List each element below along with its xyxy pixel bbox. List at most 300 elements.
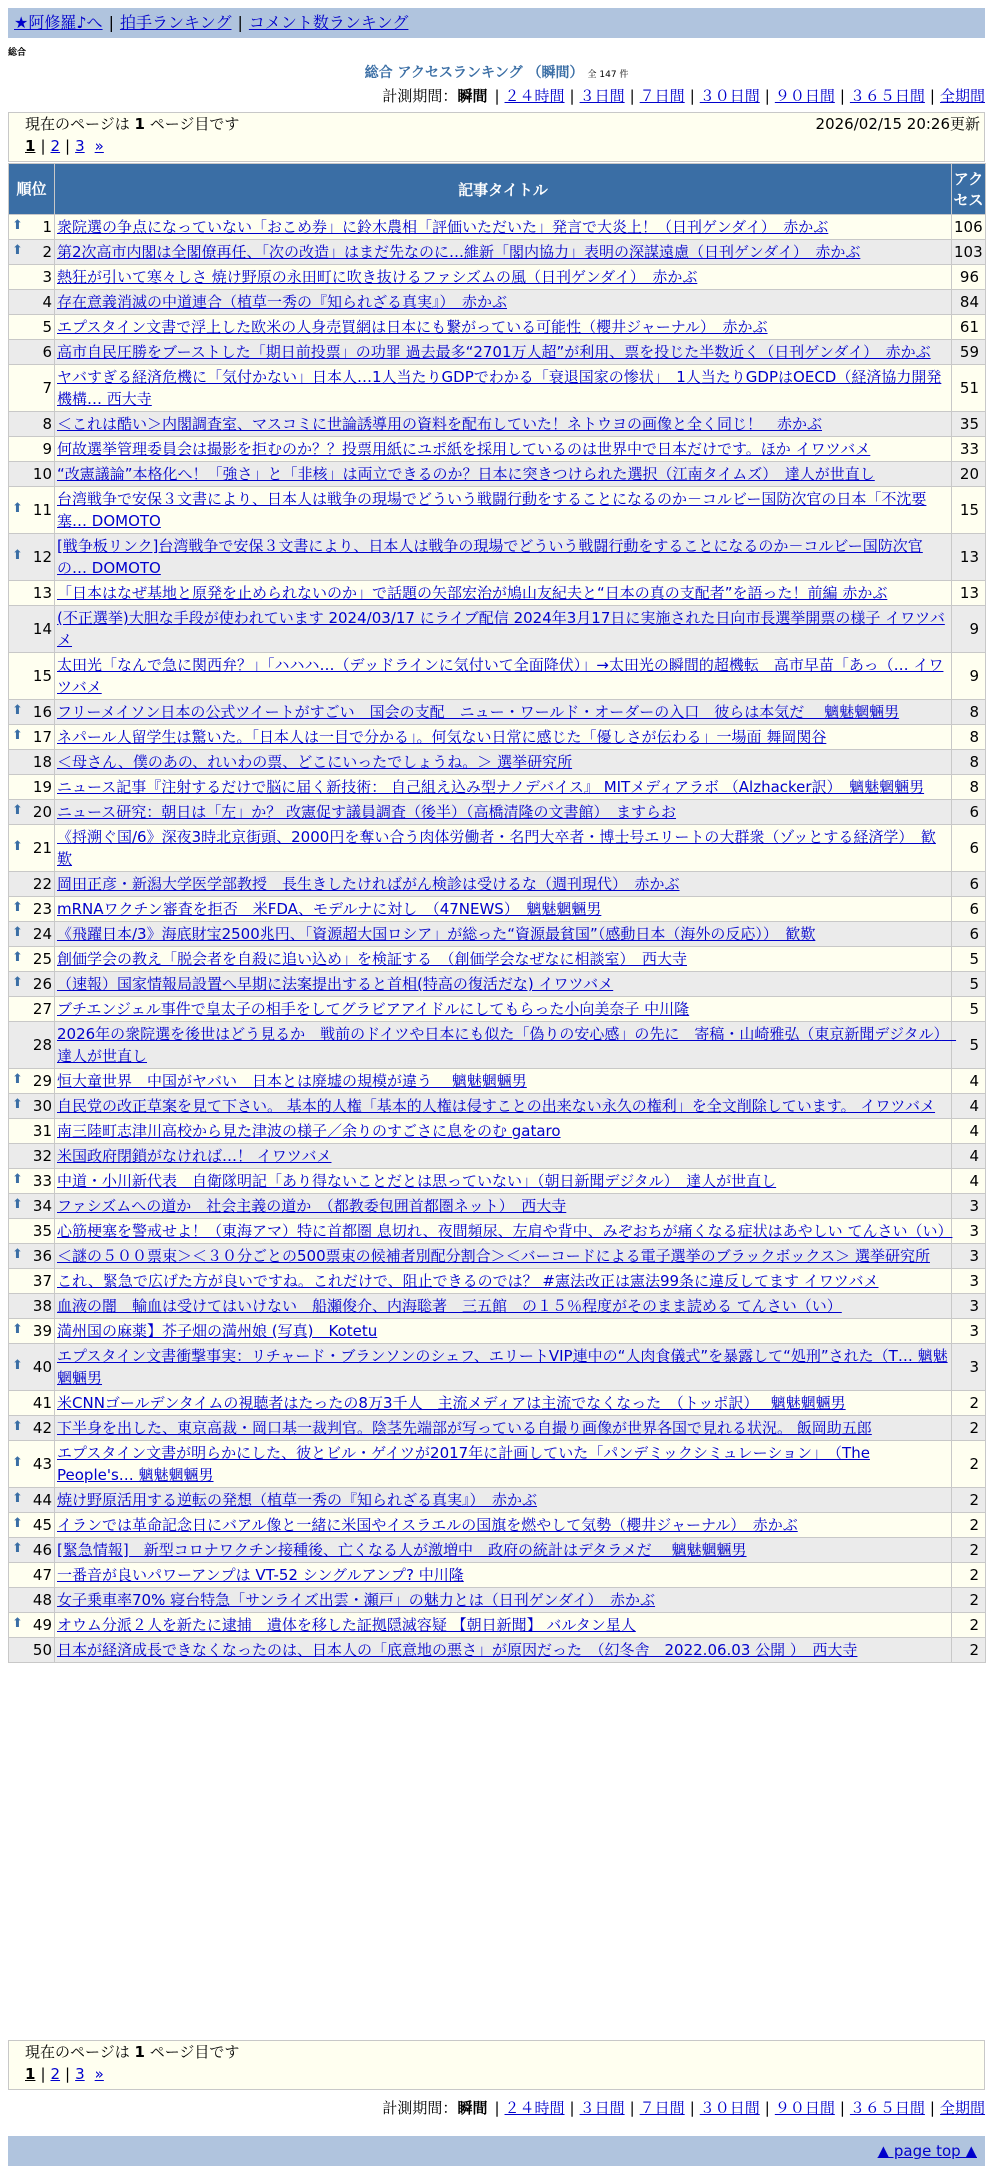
table-row	[9, 1094, 986, 1119]
rank-number: 14	[32, 620, 52, 638]
rank-cell	[9, 897, 55, 922]
article-title-link[interactable]: 「日本はなぜ基地と原発を止められないのか」で話題の矢部宏治が鳩山友紀夫と“日本の真の支配者”を語った！前編 赤かぶ	[57, 584, 888, 602]
rank-number: 29	[32, 1072, 52, 1090]
title-cell	[55, 1169, 952, 1194]
rank-number: 44	[32, 1491, 52, 1509]
rank-cell	[9, 365, 55, 412]
access-count: 2	[952, 1416, 986, 1441]
rank-number: 37	[32, 1272, 52, 1290]
article-title-link[interactable]: 太田光「なんで急に関西弁？」「ハハハ…（デッドラインに気付いて全面降伏）」→太田光の瞬間的超機転 高市早苗「あっ（… イワツバメ	[57, 656, 944, 696]
article-title-link[interactable]: 存在意義消滅の中道連合（植草一秀の『知られざる真実』） 赤かぶ	[57, 293, 508, 311]
access-count: 3	[952, 1244, 986, 1269]
header-access: アクセス	[952, 164, 986, 215]
clap-ranking-link[interactable]: 拍手ランキング	[119, 13, 232, 32]
table-header-row	[9, 164, 986, 215]
access-count: 96	[952, 265, 986, 290]
article-title-link[interactable]: 焼け野原活用する逆転の発想（植草一秀の『知られざる真実』） 赤かぶ	[57, 1491, 538, 1509]
article-title-link[interactable]: 《捋溯ぐ国/6》深夜3時北京街頭、2000円を奪い合う肉体労働者・名門大卒者・博士号エリートの大群衆（ゾッとする経済学） 歓歎	[57, 828, 936, 868]
table-row	[9, 1344, 986, 1391]
access-count: 103	[952, 240, 986, 265]
article-title-link[interactable]: 何故選挙管理委員会は撮影を拒むのか？？投票用紙にユポ紙を採用しているのは世界中で日本だけです。ほか イワツバメ	[57, 440, 871, 458]
rank-cell	[9, 265, 55, 290]
table-row	[9, 1416, 986, 1441]
title-cell	[55, 1613, 952, 1638]
access-count: 2	[952, 1588, 986, 1613]
article-title-link[interactable]: [戦争板リンク]台湾戦争で安保３文書により、日本人は戦争の現場でどういう戦闘行動をすることになるのか－コルビー国防次官の… DOMOTO	[57, 537, 923, 577]
access-count: 5	[952, 972, 986, 997]
article-title-link[interactable]: 女子乗車率70% 寝台特急「サンライズ出雲・瀬戸」の魅力とは（日刊ゲンダイ） 赤かぶ	[57, 1591, 656, 1609]
article-title-link[interactable]: フリーメイソン日本の公式ツイートがすごい 国会の支配 ニュー・ワールド・オーダーの入口 彼らは本気だ 魑魅魍魎男	[57, 703, 900, 721]
title-cell	[55, 487, 952, 534]
access-count: 33	[952, 437, 986, 462]
rank-cell	[9, 1563, 55, 1588]
article-title-link[interactable]: “改憲議論”本格化へ！「強さ」と「非核」は両立できるのか？日本に突きつけられた選択（江南タイムズ） 達人が世直し	[57, 465, 875, 483]
rank-cell	[9, 487, 55, 534]
access-count: 4	[952, 1069, 986, 1094]
access-count: 6	[952, 825, 986, 872]
period-90d-link[interactable]: ９０日間	[774, 87, 835, 105]
period-365d-link[interactable]: ３６５日間	[849, 87, 925, 105]
rank-up-icon: ⬆	[12, 1491, 23, 1506]
rank-number: 24	[32, 925, 52, 943]
access-count: 9	[952, 653, 986, 700]
title-cell	[55, 290, 952, 315]
article-title-link[interactable]: オウム分派２人を新たに逮捕 遺体を移した証拠隠滅容疑 【朝日新聞】 バルタン星人	[57, 1616, 636, 1634]
access-count: 4	[952, 1144, 986, 1169]
period-3d-link[interactable]: ３日間	[579, 2099, 625, 2117]
rank-cell	[9, 1022, 55, 1069]
article-title-link[interactable]: (不正選挙)大胆な手段が使われています 2024/03/17 にライブ配信 2024年3月17日に実施された日向市長選挙開票の様子 イワツバメ	[57, 609, 945, 649]
article-title-link[interactable]: 高市自民圧勝をブーストした「期日前投票」の功罪 過去最多“2701万人超”が利用、票を投じた半数近く（日刊ゲンダイ） 赤かぶ	[57, 343, 931, 361]
period-90d-link[interactable]: ９０日間	[774, 2099, 835, 2117]
period-3d-link[interactable]: ３日間	[579, 87, 625, 105]
pager-page-2[interactable]: 2	[50, 137, 61, 155]
title-cell	[55, 534, 952, 581]
table-row	[9, 750, 986, 775]
title-cell	[55, 462, 952, 487]
article-title-link[interactable]: ファシズムへの道か 社会主義の道か （都教委包囲首都圏ネット） 西大寺	[57, 1197, 567, 1215]
period-label: 計測期間：	[382, 2099, 458, 2117]
article-title-link[interactable]: 満州国の麻薬】芥子畑の満州娘 (写真) Kotetu	[57, 1322, 378, 1340]
rank-cell	[9, 1269, 55, 1294]
page-status-bottom: 現在のページは 1 ページ目です	[25, 2043, 240, 2061]
title-cell	[55, 412, 952, 437]
table-row	[9, 1563, 986, 1588]
rank-cell	[9, 997, 55, 1022]
access-count: 8	[952, 750, 986, 775]
pager-current-bottom: 1	[25, 2065, 36, 2083]
access-count: 3	[952, 1194, 986, 1219]
rank-number: 10	[32, 465, 52, 483]
access-count: 8	[952, 700, 986, 725]
pager-page-3-bottom[interactable]: 3	[75, 2065, 85, 2083]
access-count: 2	[952, 1513, 986, 1538]
title-cell	[55, 1563, 952, 1588]
rank-number: 49	[32, 1616, 52, 1634]
pager-page-3[interactable]: 3	[75, 137, 85, 155]
access-count: 51	[952, 365, 986, 412]
table-row	[9, 1613, 986, 1638]
pager-current: 1	[25, 137, 36, 155]
ranking-table	[8, 163, 986, 1663]
article-title-link[interactable]: 心筋梗塞を警戒せよ！（東海アマ）特に首都圏 息切れ、夜間頻尿、左肩や背中、みぞおちが痛くなる症状はあやしい てんさい（い）	[57, 1222, 953, 1240]
table-row	[9, 653, 986, 700]
rank-up-icon: ⬆	[12, 950, 23, 965]
rank-number: 34	[32, 1197, 52, 1215]
rank-up-icon: ⬆	[12, 975, 23, 990]
rank-number: 38	[32, 1297, 52, 1315]
title-cell	[55, 825, 952, 872]
rank-number: 26	[32, 975, 52, 993]
table-row	[9, 922, 986, 947]
access-count: 20	[952, 462, 986, 487]
rank-number: 36	[32, 1247, 52, 1265]
rank-up-icon: ⬆	[12, 1455, 23, 1470]
rank-number: 31	[32, 1122, 52, 1140]
table-row	[9, 606, 986, 653]
period-30d-link[interactable]: ３０日間	[699, 87, 760, 105]
period-label: 計測期間：	[382, 87, 458, 105]
period-30d-link[interactable]: ３０日間	[699, 2099, 760, 2117]
access-count: 6	[952, 872, 986, 897]
article-title-link[interactable]: 第2次高市内閣は全閣僚再任、「次の改造」はまだ先なのに…維新「閣内協力」表明の深謀遠慮（日刊ゲンダイ） 赤かぶ	[57, 243, 861, 261]
title-cell	[55, 700, 952, 725]
rank-number: 20	[32, 803, 52, 821]
rank-number: 18	[32, 753, 52, 771]
rank-cell	[9, 1219, 55, 1244]
rank-number: 48	[32, 1591, 52, 1609]
rank-cell	[9, 1344, 55, 1391]
rank-number: 43	[32, 1455, 52, 1473]
article-title-link[interactable]: エプスタイン文書で浮上した欧米の人身売買網は日本にも繋がっている可能性（櫻井ジャーナル） 赤かぶ	[57, 318, 768, 336]
rank-cell	[9, 1638, 55, 1663]
period-7d-link[interactable]: ７日間	[639, 87, 685, 105]
table-row	[9, 775, 986, 800]
rank-number: 13	[32, 584, 52, 602]
rank-number: 17	[32, 728, 52, 746]
table-row	[9, 947, 986, 972]
title-cell	[55, 800, 952, 825]
access-count: 2	[952, 1563, 986, 1588]
article-title-link[interactable]: ＜謎の５００票束＞＜３０分ごとの500票束の候補者別配分割合＞＜バーコードによる電子選挙のブラックボックス＞ 選挙研究所	[57, 1247, 930, 1265]
rank-number: 22	[32, 875, 52, 893]
article-title-link[interactable]: 台湾戦争で安保３文書により、日本人は戦争の現場でどういう戦闘行動をすることになるのか－コルビー国防次官の日本「不沈要塞… DOMOTO	[57, 490, 927, 530]
article-title-link[interactable]: ニュース記事『注射するだけで脳に届く新技術： 自己組え込み型ナノデバイス』 MITメディアラボ （Alzhacker訳） 魑魅魍魎男	[57, 778, 925, 796]
access-count: 3	[952, 1294, 986, 1319]
table-row	[9, 897, 986, 922]
title-cell	[55, 1538, 952, 1563]
rank-up-icon: ⬆	[12, 1516, 23, 1531]
article-title-link[interactable]: ニュース研究：朝日は「左」か？ 改憲促す議員調査（後半）（高橋清隆の文書館） ますらお	[57, 803, 677, 821]
access-count: 6	[952, 922, 986, 947]
table-row	[9, 1294, 986, 1319]
period-all-link[interactable]: 全期間	[939, 87, 985, 105]
title-cell	[55, 972, 952, 997]
pager-bottom: 1 | 2 | 3 »	[25, 2065, 104, 2083]
access-count: 6	[952, 800, 986, 825]
title-cell	[55, 215, 952, 240]
table-row	[9, 1269, 986, 1294]
title-cell	[55, 1588, 952, 1613]
rank-number: 3	[42, 268, 52, 286]
period-current: 瞬間	[457, 87, 488, 105]
table-row	[9, 240, 986, 265]
table-row	[9, 1319, 986, 1344]
rank-number: 23	[32, 900, 52, 918]
page-info-top	[8, 112, 985, 162]
rank-cell	[9, 922, 55, 947]
access-count: 13	[952, 581, 986, 606]
title-cell	[55, 947, 952, 972]
rank-cell	[9, 775, 55, 800]
period-selector-top: 計測期間：瞬間 | ２４時間 | ３日間 | ７日間 | ３０日間 | ９０日間 | ３６５日間 | 全期間	[382, 87, 985, 105]
title-cell	[55, 1319, 952, 1344]
rank-cell	[9, 1391, 55, 1416]
home-link[interactable]: ★阿修羅♪へ	[14, 13, 103, 32]
table-row	[9, 997, 986, 1022]
rank-cell	[9, 1094, 55, 1119]
rank-up-icon: ⬆	[12, 1172, 23, 1187]
rank-number: 42	[32, 1419, 52, 1437]
table-row	[9, 1169, 986, 1194]
rank-up-icon: ⬆	[12, 703, 23, 718]
article-title-link[interactable]: 熱狂が引いて寒々しさ 焼け野原の永田町に吹き抜けるファシズムの風（日刊ゲンダイ） 赤かぶ	[57, 268, 698, 286]
title-cell	[55, 437, 952, 462]
rank-cell	[9, 825, 55, 872]
article-title-link[interactable]: ブチエンジェル事件で皇太子の相手をしてグラビアアイドルにしてもらった小向美奈子 中川隆	[57, 1000, 690, 1018]
rank-number: 2	[42, 243, 52, 261]
access-count: 5	[952, 997, 986, 1022]
table-row	[9, 581, 986, 606]
title-cell	[55, 1294, 952, 1319]
rank-cell	[9, 215, 55, 240]
title-cell	[55, 581, 952, 606]
title-cell	[55, 1119, 952, 1144]
access-count: 2	[952, 1441, 986, 1488]
rank-up-icon: ⬆	[12, 1247, 23, 1262]
rank-cell	[9, 725, 55, 750]
table-row	[9, 1069, 986, 1094]
title-cell	[55, 897, 952, 922]
rank-number: 21	[32, 839, 52, 857]
article-title-link[interactable]: 創価学会の教え「脱会者を自殺に追い込め」を検証する （創価学会なぜなに相談室） 西大寺	[57, 950, 688, 968]
rank-cell	[9, 872, 55, 897]
table-row	[9, 412, 986, 437]
title-cell	[55, 1513, 952, 1538]
rank-cell	[9, 700, 55, 725]
article-title-link[interactable]: エプスタイン文書が明らかにした、彼とビル・ゲイツが2017年に計画していた「パンデミックシミュレーション」 （The People's… 魑魅魍魎男	[57, 1444, 870, 1484]
title-cell	[55, 1094, 952, 1119]
title-cell	[55, 725, 952, 750]
article-title-link[interactable]: これ、緊急で広げた方が良いですね。これだけで、阻止できるのでは？ #憲法改正は憲法99条に違反してます イワツバメ	[57, 1272, 879, 1290]
header-rank: 順位	[9, 164, 55, 215]
table-row	[9, 437, 986, 462]
access-count: 3	[952, 1344, 986, 1391]
access-count: 4	[952, 1094, 986, 1119]
access-count: 4	[952, 1169, 986, 1194]
rank-number: 50	[32, 1641, 52, 1659]
rank-number: 33	[32, 1172, 52, 1190]
title-cell	[55, 1022, 957, 1069]
title-cell	[55, 1194, 952, 1219]
article-title-link[interactable]: 血液の闇 輸血は受けてはいけない 船瀬俊介、内海聡著 三五館 の１５％程度がそのまま読める てんさい（い）	[57, 1297, 842, 1315]
title-cell	[55, 1488, 952, 1513]
rank-cell	[9, 462, 55, 487]
rank-number: 41	[32, 1394, 52, 1412]
rank-cell	[9, 581, 55, 606]
table-row	[9, 290, 986, 315]
article-title-link[interactable]: イランでは革命記念日にバアル像と一緒に米国やイスラエルの国旗を燃やして気勢（櫻井ジャーナル） 赤かぶ	[57, 1516, 798, 1534]
rank-number: 35	[32, 1222, 52, 1240]
title-cell	[55, 922, 952, 947]
article-title-link[interactable]: [緊急情報] 新型コロナワクチン接種後、亡くなる人が激増中 政府の統計はデタラメだ 魑魅魍魎男	[57, 1541, 747, 1559]
rank-number: 47	[32, 1566, 52, 1584]
article-title-link[interactable]: （速報）国家情報局設置へ早期に法案提出すると首相(特高の復活だな) イワツバメ	[57, 975, 614, 993]
access-count: 2	[952, 1638, 986, 1663]
rank-cell	[9, 947, 55, 972]
table-row	[9, 1513, 986, 1538]
title-cell	[55, 340, 952, 365]
rank-number: 30	[32, 1097, 52, 1115]
table-row	[9, 1219, 986, 1244]
rank-cell	[9, 1294, 55, 1319]
period-24h-link[interactable]: ２４時間	[504, 2099, 565, 2117]
page-title-text: 総合 アクセスランキング （瞬間）	[364, 65, 584, 81]
rank-cell	[9, 290, 55, 315]
title-cell	[55, 775, 952, 800]
article-title-link[interactable]: 《飛躍日本/3》海底財宝2500兆円、「資源超大国ロシア」が総った“資源最貧国”（感動日本（海外の反応）） 歓歎	[57, 925, 816, 943]
table-row	[9, 1144, 986, 1169]
article-title-link[interactable]: 中道・小川新代表 自衛隊明記「あり得ないことだとは思っていない」（朝日新聞デジタル） 達人が世直し	[57, 1172, 777, 1190]
updated-timestamp: 2026/02/15 20:26更新	[815, 115, 980, 133]
table-row	[9, 265, 986, 290]
article-title-link[interactable]: 一番音が良いパワーアンプは VT-52 シングルアンプ? 中川隆	[57, 1566, 464, 1584]
access-count: 61	[952, 315, 986, 340]
rank-cell	[9, 240, 55, 265]
rank-cell	[9, 1169, 55, 1194]
rank-number: 7	[42, 379, 52, 397]
article-title-link[interactable]: 2026年の衆院選を後世はどう見るか 戦前のドイツや日本にも似た「偽りの安心感」の先に 寄稿・山崎雅弘（東京新聞デジタル） 達人が世直し	[57, 1025, 957, 1065]
title-cell	[55, 265, 952, 290]
table-row	[9, 1588, 986, 1613]
period-selector-bottom: 計測期間：瞬間 | ２４時間 | ３日間 | ７日間 | ３０日間 | ９０日間 | ３６５日間 | 全期間	[382, 2099, 985, 2117]
rank-number: 15	[32, 667, 52, 685]
title-cell	[55, 1441, 952, 1488]
period-365d-link[interactable]: ３６５日間	[849, 2099, 925, 2117]
table-row	[9, 315, 986, 340]
access-count: 2	[952, 1391, 986, 1416]
table-row	[9, 487, 986, 534]
rank-up-icon: ⬆	[12, 728, 23, 743]
table-row	[9, 1022, 986, 1069]
access-count: 3	[952, 1219, 986, 1244]
rank-cell	[9, 534, 55, 581]
rank-up-icon: ⬆	[12, 1097, 23, 1112]
article-title-link[interactable]: mRNAワクチン審査を拒否 米FDA、モデルナに対し （47NEWS） 魑魅魍魎男	[57, 900, 602, 918]
rank-cell	[9, 315, 55, 340]
current-page-number: 1	[134, 115, 145, 133]
article-title-link[interactable]: 衆院選の争点になっていない「おこめ券」に鈴木農相「評価いただいた」発言で大炎上！（日刊ゲンダイ） 赤かぶ	[57, 218, 829, 236]
article-title-link[interactable]: ＜母さん、僕のあの、れいわの票、どこにいったでしょうね。＞ 選挙研究所	[57, 753, 573, 771]
rank-up-icon: ⬆	[12, 1358, 23, 1373]
rank-number: 25	[32, 950, 52, 968]
rank-up-icon: ⬆	[12, 1419, 23, 1434]
article-title-link[interactable]: 日本が経済成長できなくなったのは、日本人の「底意地の悪さ」が原因だった （幻冬舎 2022.06.03 公開 ） 西大寺	[57, 1641, 858, 1659]
article-title-link[interactable]: ヤバすぎる経済危機に「気付かない」日本人…1人当たりGDPでわかる「衰退国家の惨状」 1人当たりGDPはOECD（経済協力開発機構… 西大寺	[57, 368, 942, 408]
rank-number: 12	[32, 548, 52, 566]
rank-number: 4	[42, 293, 52, 311]
rank-number: 27	[32, 1000, 52, 1018]
pager-page-2-bottom[interactable]: 2	[50, 2065, 61, 2083]
rank-number: 28	[32, 1036, 52, 1054]
article-title-link[interactable]: エプスタイン文書衝撃事実：リチャード・ブランソンのシェフ、エリートVIP連中の“人肉食儀式”を暴露して“処刑”された（T… 魑魅魍魎男	[57, 1347, 948, 1387]
rank-number: 19	[32, 778, 52, 796]
pager-next[interactable]: »	[94, 137, 104, 155]
title-cell	[55, 872, 952, 897]
current-page-number-bottom: 1	[134, 2043, 145, 2061]
article-title-link[interactable]: ＜これは酷い＞内閣調査室、マスコミに世論誘導用の資料を配布していた！ネトウヨの画像と全く同じ！ 赤かぶ	[57, 415, 823, 433]
title-cell	[55, 1244, 952, 1269]
table-row	[9, 872, 986, 897]
article-title-link[interactable]: 米国政府閉鎖がなければ…！ イワツバメ	[57, 1147, 332, 1165]
period-7d-link[interactable]: ７日間	[639, 2099, 685, 2117]
page-info-bottom	[8, 2040, 985, 2090]
rank-cell	[9, 1119, 55, 1144]
total-count: 全 147 件	[587, 70, 629, 80]
rank-up-icon: ⬆	[12, 925, 23, 940]
access-count: 84	[952, 290, 986, 315]
article-title-link[interactable]: 南三陸町志津川高校から見た津波の様子／余りのすごさに息をのむ gataro	[57, 1122, 561, 1140]
nav-separator: |	[237, 13, 243, 32]
rank-cell	[9, 750, 55, 775]
title-cell	[55, 315, 952, 340]
title-cell	[55, 997, 952, 1022]
access-count: 59	[952, 340, 986, 365]
rank-up-icon: ⬆	[12, 1616, 23, 1631]
period-all-link[interactable]: 全期間	[939, 2099, 985, 2117]
rank-up-icon: ⬆	[12, 803, 23, 818]
pager-next-bottom[interactable]: »	[94, 2065, 104, 2083]
article-title-link[interactable]: 自民党の改正草案を見て下さい。 基本的人権「基本的人権は侵すことの出来ない永久の権利」を全文削除しています。 イワツバメ	[57, 1097, 936, 1115]
page-top-link[interactable]: ▲ page top ▲	[877, 2142, 977, 2160]
table-row	[9, 1441, 986, 1488]
page-title	[0, 62, 993, 82]
table-row	[9, 462, 986, 487]
title-cell	[55, 1638, 952, 1663]
access-count: 35	[952, 412, 986, 437]
access-count: 8	[952, 775, 986, 800]
article-title-link[interactable]: 岡田正彦・新潟大学医学部教授 長生きしたければがん検診は受けるな（週刊現代） 赤かぶ	[57, 875, 680, 893]
article-title-link[interactable]: 下半身を出した、東京高裁・岡口基一裁判官。陰茎先端部が写っている自撮り画像が世界各国で見れる状況。 飯岡助五郎	[57, 1419, 872, 1437]
title-cell	[55, 606, 952, 653]
article-title-link[interactable]: ネパール人留学生は驚いた。「日本人は一目で分かる」。何気ない日常に感じた「優しさが伝わる」一場面 舞岡関谷	[57, 728, 827, 746]
article-title-link[interactable]: 恒大童世界 中国がヤバい 日本とは廃墟の規模が違う 魑魅魍魎男	[57, 1072, 527, 1090]
title-cell	[55, 1144, 952, 1169]
access-count: 6	[952, 897, 986, 922]
rank-up-icon: ⬆	[12, 900, 23, 915]
rank-number: 40	[32, 1358, 52, 1376]
rank-cell	[9, 1416, 55, 1441]
nav-separator: |	[108, 13, 114, 32]
article-title-link[interactable]: 米CNNゴールデンタイムの視聴者はたったの8万3千人 主流メディアは主流でなくなった （トッポ訳） 魑魅魍魎男	[57, 1394, 846, 1412]
rank-cell	[9, 972, 55, 997]
table-row	[9, 534, 986, 581]
table-row	[9, 1119, 986, 1144]
comment-ranking-link[interactable]: コメント数ランキング	[248, 13, 409, 32]
period-24h-link[interactable]: ２４時間	[504, 87, 565, 105]
title-cell	[55, 1416, 952, 1441]
rank-up-icon: ⬆	[12, 243, 23, 258]
